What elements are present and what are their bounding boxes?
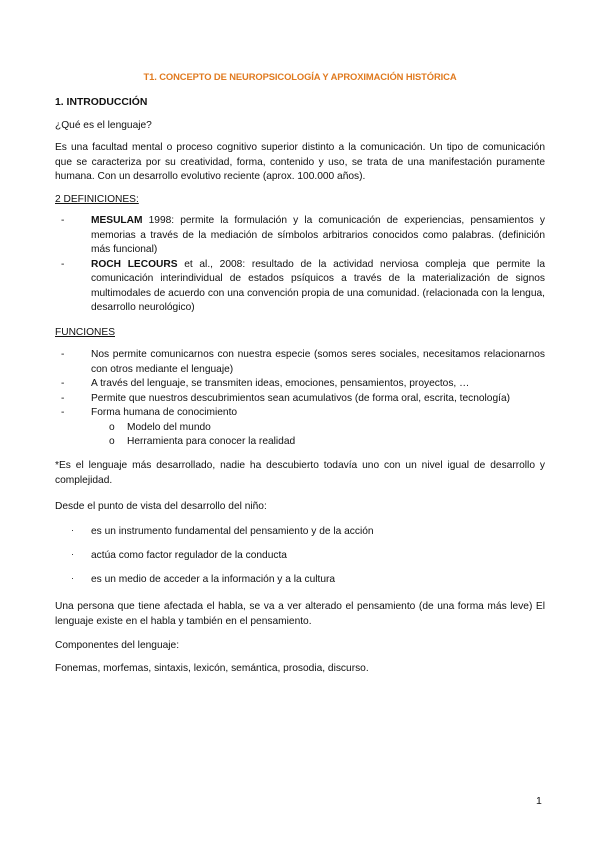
function-subitem-text: Herramienta para conocer la realidad [127, 436, 296, 447]
definition-item [55, 258, 545, 316]
function-item [55, 377, 545, 392]
page-number: 1 [536, 795, 542, 807]
dot-marker: · [71, 549, 74, 559]
child-point [55, 549, 545, 573]
intro-paragraph: Es una facultad mental o proceso cognitivo superior distinto a la comunicación. Un tipo de comunicación que se caracteriza por su creatividad, forma, contenido y uso, se trata de una manifestación puramente humana. Con un desarrollo evolutivo reciente (aprox. 100.000 años). [55, 142, 545, 182]
function-item [55, 392, 545, 407]
function-item [55, 348, 545, 377]
dash-marker: - [61, 349, 65, 360]
dash-marker: - [61, 392, 65, 404]
function-item [55, 406, 545, 450]
dot-marker: · [71, 573, 74, 583]
function-sublist [91, 421, 545, 450]
child-point [55, 573, 545, 597]
child-point-text: es un medio de acceder a la información y a la cultura [91, 574, 336, 585]
function-subitem-text: Modelo del mundo [127, 421, 211, 433]
function-text: Permite que nuestros descubrimientos sean acumulativos (de forma oral, escrita, tecnología) [91, 392, 511, 404]
components-list: Fonemas, morfemas, sintaxis, lexicón, semántica, prosodia, discurso. [55, 663, 369, 674]
child-points-list [55, 525, 545, 597]
circle-marker: o [109, 421, 115, 433]
definition-author: MESULAM [91, 215, 143, 226]
function-subitem [91, 435, 545, 450]
function-subitem [91, 421, 545, 436]
speech-paragraph: Una persona que tiene afectada el habla, se va a ver alterado el pensamiento (de una forma más leve) El lenguaje existe en el habla y también en el pensamiento. [55, 601, 545, 627]
child-point-text: actúa como factor regulador de la conducta [91, 550, 287, 561]
dash-marker: - [61, 407, 65, 418]
dash-marker: - [61, 258, 65, 270]
question-line: ¿Qué es el lenguaje? [55, 120, 152, 131]
child-point-text: es un instrumento fundamental del pensamiento y de la acción [91, 526, 374, 537]
dot-marker: · [71, 525, 74, 535]
functions-heading: FUNCIONES [55, 327, 115, 338]
definitions-list [55, 214, 545, 316]
function-text: A través del lenguaje, se transmiten ideas, emociones, pensamientos, proyectos, … [91, 378, 470, 389]
components-heading: Componentes del lenguaje: [55, 640, 180, 651]
function-text: Forma humana de conocimiento [91, 407, 238, 418]
dash-marker: - [61, 215, 65, 226]
child-point [55, 525, 545, 549]
child-heading: Desde el punto de vista del desarrollo del niño: [55, 501, 267, 512]
definition-text: et al., 2008: resultado de la actividad nerviosa compleja que permite la comunicación interindividual de estados psíquicos a través de la materialización de signos multimodales de acuerdo con una convención propia de una comunidad. (relacionada con la lengua, desarrollo neurológico) [91, 258, 545, 313]
definition-author: ROCH LECOURS [91, 258, 178, 270]
circle-marker: o [109, 436, 115, 447]
definition-text: 1998: permite la formulación y la comunicación de experiencias, pensamientos y memorias a través de la mediación de símbolos arbitrarios conocidos como palabras. (definición más funcional) [91, 215, 545, 255]
definition-item [55, 214, 545, 258]
definitions-heading: 2 DEFINICIONES: [55, 194, 139, 205]
function-text: Nos permite comunicarnos con nuestra especie (somos seres sociales, necesitamos relacionarnos con otros mediante el lenguaje) [91, 349, 545, 375]
note-paragraph: *Es el lenguaje más desarrollado, nadie ha descubierto todavía uno con un nivel igual de desarrollo y complejidad. [55, 460, 545, 486]
section-heading-introduccion: 1. INTRODUCCIÓN [55, 97, 148, 108]
functions-list [55, 348, 545, 450]
document-title: T1. CONCEPTO DE NEUROPSICOLOGÍA Y APROXIMACIÓN HISTÓRICA [143, 71, 457, 82]
dash-marker: - [61, 378, 65, 389]
